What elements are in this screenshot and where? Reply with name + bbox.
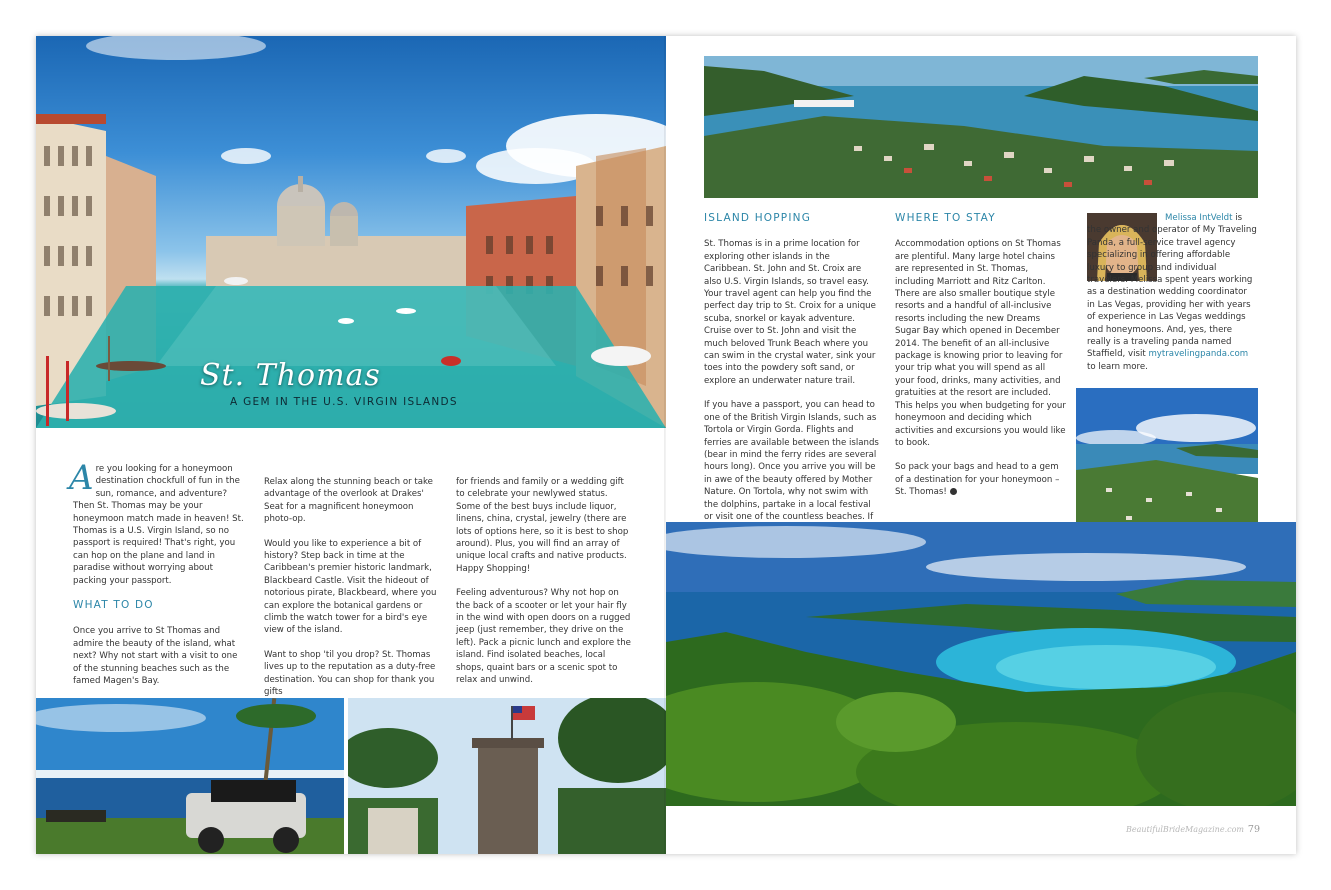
blackbeard-castle-photo [348, 698, 666, 854]
intro-text: re you looking for a honeymoon destination chockfull of fun in the sun, romance, and adventure? Then St. Thomas may be your honeymoon match made in heaven! St. Thomas is a U.S. Virgin Island, so no passport is required! That's right, you can hop on the plane and land in paradise without worrying about packing your passport. [73, 464, 244, 586]
website-link[interactable]: mytravelingpanda.com [1148, 349, 1249, 360]
island-hopping-text-2: If you have a passport, you can head to one of the British Virgin Islands, such as Tortola or Virgin Gorda. Flights and ferries are available between the islands (bear in mind the ferry rides are several hours long). Once you arrive you will be in awe of the beauty offered by Mother Nature. On Tortola, why not swim with the dolphins, partake in a local festival or visit one of the countless beaches. If [704, 400, 879, 522]
gifts-text: for friends and family or a wedding gift to celebrate your newlywed status. Some of the best buys include liquor, linens, china, crystal, jewelry (there are lots of options here, so it is best to shop around). Plus, you will find an array of unique local crafts and native products. Happy Shopping! [456, 477, 629, 574]
author-bio [1087, 212, 1257, 373]
author-name-link[interactable]: Melissa IntVeldt [1165, 213, 1233, 223]
end-mark-icon [950, 488, 957, 495]
left-page [36, 36, 666, 854]
where-to-stay-column [895, 212, 1067, 511]
blackbeard-text: Would you like to experience a bit of history? Step back in time at the Caribbean's premier historic landmark, Blackbeard Castle. Visit the hideout of notorious pirate, Blackbeard, where you can explore the botanical gardens or climb the watch tower for a bird's eye view of the island. [264, 538, 437, 636]
intro-column [69, 458, 248, 700]
what-to-do-heading: WHAT TO DO [73, 599, 154, 612]
island-hopping-column [704, 212, 879, 573]
island-hopping-text-1: St. Thomas is in a prime location for exploring other islands in the Caribbean. St. John and St. Croix are also U.S. Virgin Islands, so travel easy. Your travel agent can help you find the perfect day trip to St. Croix for a unique scuba, snorkel or kayak adventure. Cruise over to St. John and visit the much beloved Trunk Beach where you can swim in the crystal water, sink your toes into the powdery soft sand, or explore an underwater nature trail. [704, 239, 876, 386]
column-three [456, 476, 631, 699]
page-number: 79 [1247, 824, 1260, 835]
drop-cap: A [69, 458, 94, 498]
author-bio-text: is the owner and operator of My Traveling Panda, a full-service travel agency specializing in offering affordable luxury to group and individual travelers. Melissa spent years working as a destination wedding coordinator in Las Vegas, providing her with years of experience in Las Vegas weddings and honeymoons. And, yes, there really is a traveling panda named Staffield, visit [1087, 213, 1257, 360]
hero-subtitle: A GEM IN THE U.S. VIRGIN ISLANDS [230, 396, 458, 408]
what-to-do-text: Once you arrive to St Thomas and admire the beauty of the island, what next? Why not start with a visit to one of the stunning beaches such as the famed Magen's Bay. [73, 626, 238, 687]
drakes-seat-text: Relax along the stunning beach or take advantage of the overlook at Drakes' Seat for a magnificent honeymoon photo-op. [264, 477, 433, 525]
jeep-beach-photo [36, 698, 344, 854]
author-bio-end: to learn more. [1087, 361, 1148, 372]
adventure-text: Feeling adventurous? Why not hop on the back of a scooter or let your hair fly in the wind with open doors on a rugged jeep (just remember, they drive on the left). Pack a picnic lunch and explore the island. Find isolated beaches, local shops, quaint bars or a scenic spot to relax and unwind. [456, 588, 631, 686]
column-two [264, 476, 439, 711]
hero-title: St. Thomas [200, 358, 381, 393]
where-to-stay-heading: WHERE TO STAY [895, 212, 996, 224]
shopping-text: Want to shop 'til you drop? St. Thomas lives up to the reputation as a duty-free destination. You can shop for thank you gifts [264, 649, 436, 698]
venice-hero-photo [36, 36, 666, 428]
magens-bay-photo [666, 522, 1296, 806]
harbor-panorama-photo [704, 56, 1258, 198]
magazine-spread [36, 36, 1296, 854]
magazine-url: BeautifulBrideMagazine.com [1125, 825, 1244, 834]
where-to-stay-text-1: Accommodation options on St Thomas are plentiful. Many large hotel chains are represented in St. Thomas, including Marriott and Ritz Carlton. There are also smaller boutique style resorts and a handful of all-inclusive resorts including the new Dreams Sugar Bay which opened in December 2014. The benefit of an all-inclusive package is knowing prior to leaving for your trip what you will spend as all your food, drinks, many activities, and gratuities at the resort are included. This helps you when budgeting for your honeymoon and deciding which activities and excursions you would like to book. [895, 239, 1066, 448]
island-overlook-photo [1076, 388, 1258, 540]
right-page [666, 36, 1296, 854]
where-to-stay-text-2: So pack your bags and head to a gem of a destination for your honeymoon – St. Thomas! [895, 462, 1060, 498]
island-hopping-heading: ISLAND HOPPING [704, 212, 812, 224]
